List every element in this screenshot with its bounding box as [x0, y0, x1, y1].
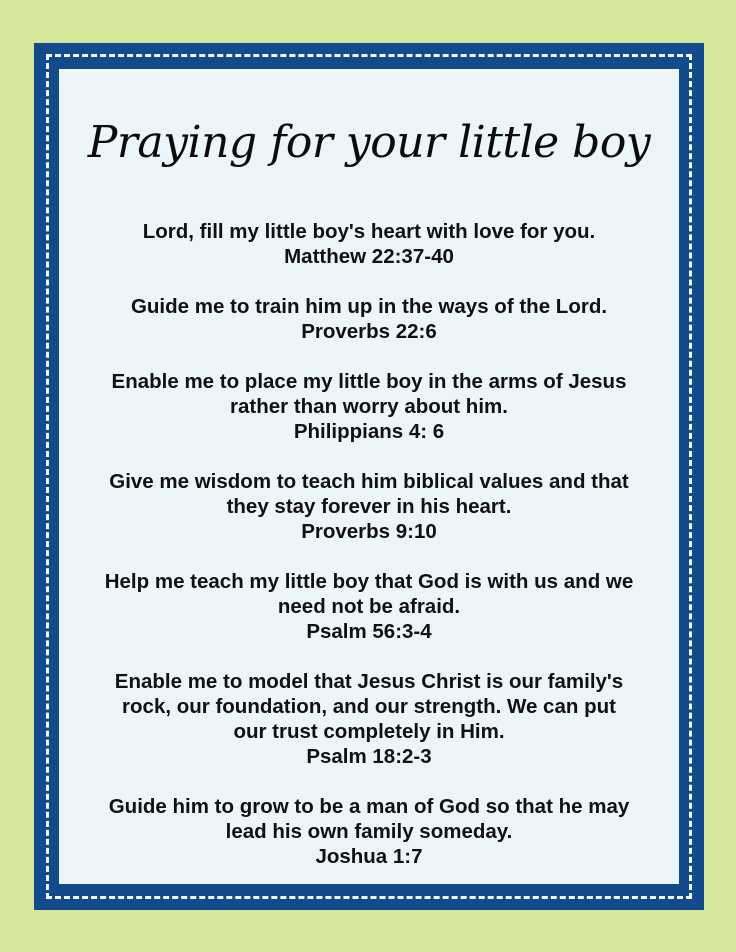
content-panel	[59, 69, 679, 884]
prayer-text-line: they stay forever in his heart.	[226, 495, 512, 518]
scripture-reference: Psalm 18:2-3	[306, 745, 432, 768]
scripture-reference: Philippians 4: 6	[293, 420, 445, 443]
scripture-reference: Psalm 56:3-4	[306, 620, 432, 643]
prayer-list	[59, 219, 679, 894]
prayer-text-line: Guide me to train him up in the ways of the Lord.	[130, 295, 608, 318]
page-title: Praying for your little boy	[87, 117, 651, 168]
prayer-text-line: rather than worry about him.	[230, 395, 508, 418]
prayer-item	[59, 794, 679, 869]
prayer-text-line: our trust completely in Him.	[233, 720, 505, 743]
prayer-text-line: Give me wisdom to teach him biblical values and that	[109, 470, 629, 493]
prayer-text-line: Enable me to model that Jesus Christ is our family's	[114, 670, 624, 693]
prayer-text-line: need not be afraid.	[277, 595, 461, 618]
prayer-text-line: Help me teach my little boy that God is with us and we	[104, 570, 634, 593]
prayer-item	[59, 669, 679, 769]
prayer-text-line: rock, our foundation, and our strength. We can put	[122, 695, 616, 718]
scripture-reference: Joshua 1:7	[315, 845, 423, 868]
scripture-reference: Proverbs 9:10	[301, 520, 437, 543]
prayer-item	[59, 219, 679, 269]
prayer-item	[59, 369, 679, 444]
prayer-text-line: Enable me to place my little boy in the arms of Jesus	[111, 370, 627, 393]
prayer-item	[59, 469, 679, 544]
scripture-reference: Proverbs 22:6	[301, 320, 437, 343]
prayer-text-line: Lord, fill my little boy's heart with love for you.	[142, 220, 596, 243]
prayer-text-line: lead his own family someday.	[225, 820, 513, 843]
prayer-item	[59, 294, 679, 344]
prayer-text-line: Guide him to grow to be a man of God so that he may	[108, 795, 630, 818]
blue-border-frame	[34, 43, 704, 910]
prayer-item	[59, 569, 679, 644]
scripture-reference: Matthew 22:37-40	[284, 245, 454, 268]
